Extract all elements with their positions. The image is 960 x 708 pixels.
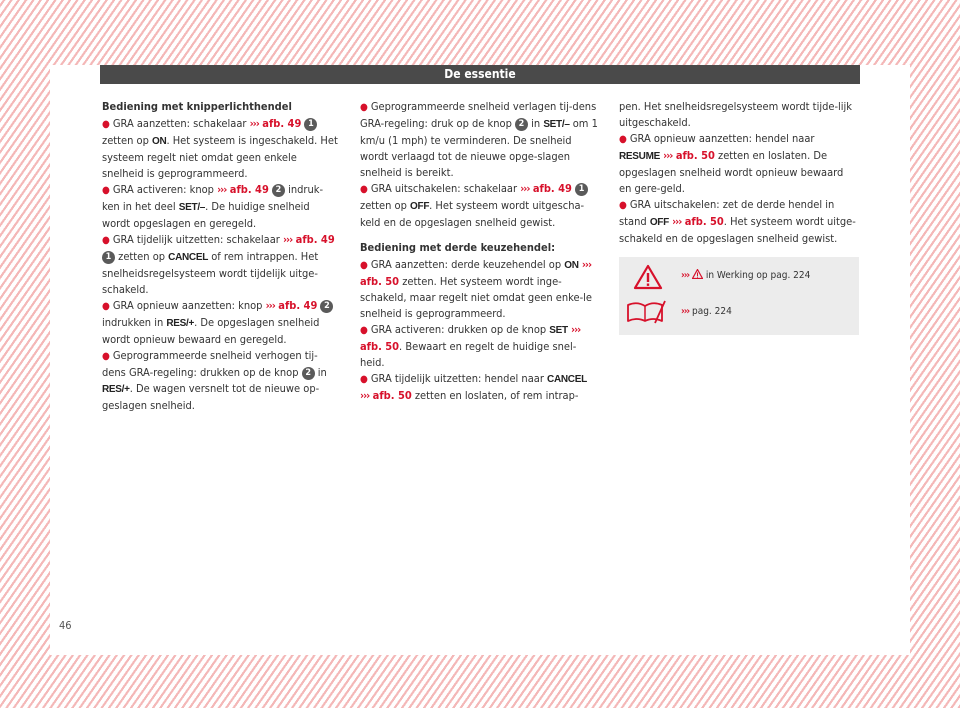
bullet-icon: ● bbox=[360, 325, 368, 336]
callout-number: 1 bbox=[575, 183, 588, 196]
warning-triangle-icon bbox=[633, 264, 663, 294]
figure-link[interactable]: afb. 50 bbox=[681, 215, 724, 228]
bullet-icon: ● bbox=[102, 235, 110, 246]
key-label: ON bbox=[152, 136, 167, 147]
bullet-icon: ● bbox=[102, 301, 110, 312]
page-reference[interactable]: ››› pag. 224 bbox=[681, 306, 732, 317]
bullet-icon: ● bbox=[360, 260, 368, 271]
figure-link[interactable]: afb. 49 bbox=[226, 183, 269, 196]
list-item: ● GRA tijdelijk uitzetten: hendel naar CANCEL ››› afb. 50 zetten en loslaten, of rem intrap- bbox=[360, 372, 587, 402]
figure-link[interactable]: afb. 50 bbox=[360, 340, 400, 353]
page-number: 46 bbox=[59, 619, 72, 632]
key-label: SET bbox=[549, 325, 568, 336]
heading-derde-keuzehendel: Bediening met derde keuzehendel: bbox=[360, 241, 556, 254]
callout-number: 2 bbox=[302, 367, 315, 380]
warning-reference[interactable]: ››› in Werking op pag. 224 bbox=[681, 270, 811, 281]
section-title: De essentie bbox=[444, 67, 516, 81]
heading-knipperlichthendel: Bediening met knipperlichthendel bbox=[102, 100, 292, 113]
figure-link[interactable]: afb. 50 bbox=[672, 149, 715, 162]
callout-number: 2 bbox=[515, 118, 528, 131]
bullet-icon: ● bbox=[619, 134, 627, 145]
list-item: ● GRA aanzetten: derde keuzehendel op ON ››› afb. 50 zetten. Het systeem wordt inge-schakeld, maar regelt niet omdat geen enke-le snelheid is geprogrammeerd. bbox=[360, 258, 593, 320]
figure-link[interactable]: afb. 50 bbox=[369, 389, 412, 402]
bullet-icon: ● bbox=[102, 119, 110, 130]
callout-number: 1 bbox=[304, 118, 317, 131]
key-label: CANCEL bbox=[168, 252, 209, 263]
key-label: RESUME bbox=[619, 151, 660, 162]
column-2 bbox=[360, 99, 598, 404]
figure-link[interactable]: afb. 49 bbox=[274, 299, 318, 312]
list-item: ● GRA tijdelijk uitzetten: schakelaar ››› afb. 49 1 zetten op CANCEL of rem intrappen. Het snelheidsregelsysteem wordt tijdelijk uitge-schakeld. bbox=[102, 233, 335, 296]
figure-link[interactable]: afb. 49 bbox=[529, 182, 572, 195]
bullet-icon: ● bbox=[360, 374, 368, 385]
reference-box bbox=[619, 257, 859, 335]
key-label: RES/+ bbox=[102, 384, 130, 395]
bullet-icon: ● bbox=[102, 185, 110, 196]
bullet-icon: ● bbox=[360, 184, 368, 195]
key-label: CANCEL bbox=[547, 374, 587, 385]
figure-link[interactable]: afb. 50 bbox=[360, 275, 400, 288]
column-1 bbox=[102, 99, 340, 414]
key-label: SET/– bbox=[543, 119, 570, 130]
key-label: SET/– bbox=[178, 202, 206, 213]
key-label: ON bbox=[564, 260, 579, 271]
list-item: ● GRA aanzetten: schakelaar ››› afb. 49 1 zetten op ON. Het systeem is ingeschakeld. Het systeem regelt niet omdat geen enkele snelheid is geprogrammeerd. bbox=[102, 117, 338, 180]
small-warning-icon bbox=[692, 269, 703, 279]
figure-link[interactable]: afb. 49 bbox=[292, 233, 335, 246]
list-item: ● Geprogrammeerde snelheid verhogen tij-dens GRA-regeling: drukken op de knop 2 in RES/+. De wagen versnelt tot de nieuwe op-geslagen snelheid. bbox=[102, 349, 327, 412]
list-item: ● GRA uitschakelen: zet de derde hendel in stand OFF ››› afb. 50. Het systeem wordt uitge-schakeld en de opgeslagen snelheid gewist. bbox=[619, 198, 856, 245]
key-label: RES/+ bbox=[166, 318, 195, 329]
list-item: ● GRA opnieuw aanzetten: hendel naar RESUME ››› afb. 50 zetten en loslaten. De opgeslagen snelheid wordt opnieuw bewaard en gere-geld. bbox=[619, 132, 844, 195]
key-label: OFF bbox=[649, 217, 669, 228]
figure-link[interactable]: afb. 49 bbox=[258, 117, 302, 130]
section-header bbox=[100, 65, 860, 84]
list-item: ● GRA opnieuw aanzetten: knop ››› afb. 49 2 indrukken in RES/+. De opgeslagen snelheid wordt opnieuw bewaard en geregeld. bbox=[102, 298, 340, 348]
callout-number: 2 bbox=[320, 300, 333, 313]
bullet-icon: ● bbox=[102, 351, 110, 362]
list-item: ● Geprogrammeerde snelheid verlagen tij-dens GRA-regeling: druk op de knop 2 in SET/– om 1 km/u (1 mph) te verminderen. De snelheid wordt verlaagd tot de nieuwe opge-slagen snelheid is bereikt. bbox=[360, 100, 598, 179]
column-3 bbox=[619, 99, 857, 247]
list-item: ● GRA uitschakelen: schakelaar ››› afb. 49 1 zetten op OFF. Het systeem wordt uitgescha-keld en de opgeslagen snelheid gewist. bbox=[360, 181, 598, 231]
callout-number: 1 bbox=[102, 251, 115, 264]
book-icon bbox=[625, 299, 667, 329]
key-label: OFF bbox=[410, 201, 430, 212]
bullet-icon: ● bbox=[360, 102, 368, 113]
list-item: ● GRA activeren: drukken op de knop SET ››› afb. 50. Bewaart en regelt de huidige snel-heid. bbox=[360, 323, 581, 369]
bullet-icon: ● bbox=[619, 200, 627, 211]
callout-number: 2 bbox=[272, 184, 285, 197]
continued-text: pen. Het snelheidsregelsysteem wordt tijde-lijk uitgeschakeld. bbox=[619, 100, 852, 129]
list-item: ● GRA activeren: knop ››› afb. 49 2 indruk-ken in het deel SET/–. De huidige snelheid wordt opgeslagen en geregeld. bbox=[102, 183, 324, 230]
